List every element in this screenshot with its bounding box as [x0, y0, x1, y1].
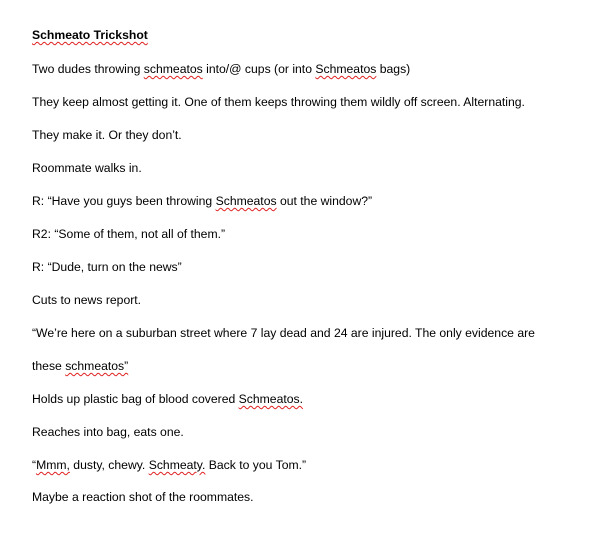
paragraph	[32, 259, 182, 275]
misspelled-word: Schmeato Trickshot	[32, 28, 148, 42]
paragraph	[32, 94, 525, 110]
paragraph	[32, 391, 303, 407]
text-run: “	[32, 458, 37, 472]
text-run: They make it. Or they don’t.	[32, 128, 182, 142]
text-run: Reaches into bag, eats one.	[32, 425, 184, 439]
paragraph	[32, 61, 410, 77]
text-run: R: “Dude, turn on the news”	[32, 260, 182, 274]
paragraph	[32, 160, 142, 176]
text-run: Roommate walks in.	[32, 161, 142, 175]
text-run: dusty, chewy.	[69, 458, 149, 472]
paragraph	[32, 358, 128, 374]
paragraph	[32, 226, 225, 242]
misspelled-word: Schmeaty.	[148, 458, 206, 472]
text-run: “We’re here on a suburban street where 7 lay dead and 24 are injured. The only evidence are	[32, 326, 535, 340]
text-run: Holds up plastic bag of blood covered	[32, 392, 239, 406]
text-run: bags)	[376, 62, 411, 76]
text-run: out the window?”	[276, 194, 373, 208]
text-run: R: “Have you guys been throwing	[32, 194, 216, 208]
misspelled-word: schmeatos	[143, 62, 203, 76]
document-title	[32, 27, 148, 43]
misspelled-word: Schmeatos.	[238, 392, 303, 406]
misspelled-word: Mmm,	[36, 458, 70, 472]
paragraph	[32, 193, 372, 209]
paragraph	[32, 127, 182, 143]
text-run: these	[32, 359, 66, 373]
paragraph	[32, 325, 535, 341]
paragraph	[32, 457, 306, 473]
paragraph	[32, 489, 254, 505]
misspelled-word: schmeatos”	[65, 359, 129, 373]
text-run: into/@ cups (or into	[202, 62, 316, 76]
misspelled-word: Schmeatos	[315, 62, 377, 76]
text-run: Cuts to news report.	[32, 293, 142, 307]
paragraph	[32, 292, 141, 308]
text-run: Maybe a reaction shot of the roommates.	[32, 490, 254, 504]
text-run: Two dudes throwing	[32, 62, 144, 76]
misspelled-word: Schmeatos	[215, 194, 277, 208]
text-run: Back to you Tom.”	[205, 458, 307, 472]
text-run: R2: “Some of them, not all of them.”	[32, 227, 226, 241]
text-run: They keep almost getting it. One of them keeps throwing them wildly off screen. Alternating.	[32, 95, 525, 109]
paragraph	[32, 424, 184, 440]
